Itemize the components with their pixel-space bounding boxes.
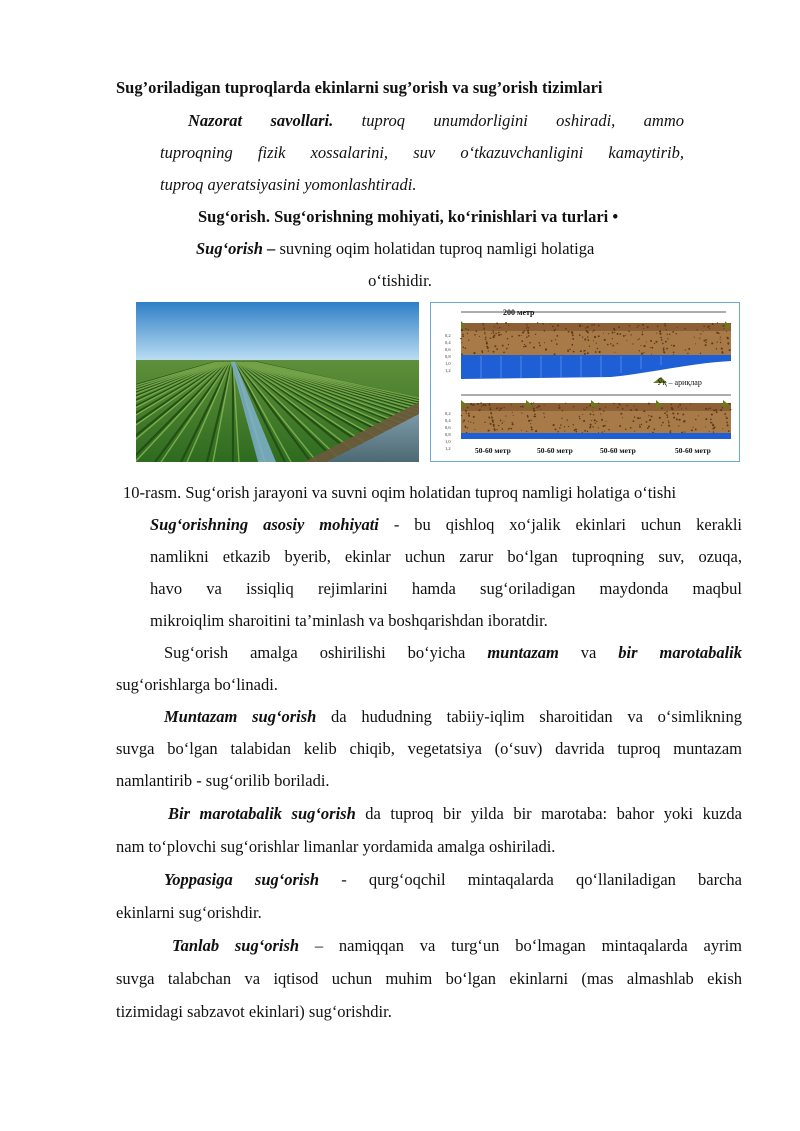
depth-tick-top-0: 0,2 <box>445 333 451 338</box>
irrigated-field-photo <box>136 302 419 462</box>
definition-line-1 <box>196 239 594 259</box>
muntazam-line-2: suvga bo‘lgan talabidan kelib chiqib, vegetatsiya (o‘suv) davrida tuproq muntazam <box>116 739 742 758</box>
mohiyat-line-1 <box>150 515 742 535</box>
figure-caption: 10-rasm. Sug‘orish jarayoni va suvni oqim holatidan tuproq namligi holatiga o‘tishi <box>123 483 677 502</box>
irrigation-diagram <box>430 302 740 462</box>
depth-tick-bottom-2: 0,6 <box>445 425 451 430</box>
yoppasiga-text-1: - qurg‘oqchil mintaqalarda qo‘llaniladigan barcha <box>319 870 743 889</box>
muntazam-line-3: namlantirib - sug‘orilib boriladi. <box>116 771 330 790</box>
section-heading: Sug‘orish. Sug‘orishning mohiyati, ko‘rinishlari va turlari • <box>198 207 619 226</box>
bir-line-2: nam to‘plovchi sug‘orishlar limanlar yordamida amalga oshiriladi. <box>116 837 556 856</box>
amalga-term-muntazam: muntazam <box>487 643 559 662</box>
nazorat-line-3: tuproq ayeratsiyasini yomonlashtiradi. <box>160 175 417 194</box>
definition-term: Sug‘orish – <box>196 239 276 258</box>
depth-tick-top-3: 0,8 <box>445 354 451 359</box>
mohiyat-line-3: havo va issiqliq rejimlarini hamda sug‘oriladigan maydonda maqbul <box>150 579 742 598</box>
amalga-text-b: va <box>558 643 619 662</box>
muntazam-term: Muntazam sug‘orish <box>164 707 317 726</box>
amalga-line-1 <box>164 643 742 663</box>
ariq-label: Ўқ – ариқлар <box>657 378 702 387</box>
definition-text-1: suvning oqim holatidan tuproq namligi holatiga <box>275 239 595 258</box>
tanlab-line-2: suvga talabchan va iqtisod uchun muhim bo‘lgan ekinlarni (mas almashlab ekish <box>116 969 742 988</box>
depth-tick-bottom-0: 0,2 <box>445 411 451 416</box>
bir-line-1 <box>168 804 742 824</box>
mohiyat-term: Sug‘orishning asosiy mohiyati <box>150 515 379 534</box>
bir-text-1: da tuproq bir yilda bir marotaba: bahor yoki kuzda <box>355 804 743 823</box>
nazorat-line-1 <box>188 111 684 131</box>
depth-tick-bottom-1: 0,4 <box>445 418 451 423</box>
segment-label-1: 50-60 метр <box>475 446 511 455</box>
depth-tick-top-4: 1,0 <box>445 361 451 366</box>
depth-tick-top-2: 0,6 <box>445 347 451 352</box>
amalga-term-bir: bir marotabalik <box>618 643 743 662</box>
segment-label-2: 50-60 метр <box>537 446 573 455</box>
tanlab-text-1: – namiqqan va turg‘un bo‘lmagan mintaqalarda ayrim <box>299 936 742 955</box>
tanlab-line-1 <box>172 936 742 956</box>
document-title: Sug’oriladigan tuproqlarda ekinlarni sug’orish va sug’orish tizimlari <box>116 78 603 97</box>
depth-tick-bottom-4: 1,0 <box>445 439 451 444</box>
bir-term: Bir marotabalik sug‘orish <box>168 804 356 823</box>
segment-label-4: 50-60 метр <box>675 446 711 455</box>
tanlab-line-3: tizimidagi sabzavot ekinlari) sug‘orishdir. <box>116 1002 392 1021</box>
depth-tick-bottom-3: 0,8 <box>445 432 451 437</box>
nazorat-line-2: tuproqning fizik xossalarini, suv o‘tkazuvchanligini kamaytirib, <box>160 143 684 162</box>
muntazam-line-1 <box>164 707 742 727</box>
nazorat-label: Nazorat savollari. <box>188 111 334 130</box>
amalga-text-a: Sug‘orish amalga oshirilishi bo‘yicha <box>164 643 488 662</box>
amalga-line-2: sug‘orishlarga bo‘linadi. <box>116 675 278 694</box>
mohiyat-text-1: - bu qishloq xo‘jalik ekinlari uchun kerakli <box>378 515 742 534</box>
definition-line-2: o‘tishidir. <box>368 271 432 290</box>
nazorat-text-1: tuproq unumdorligini oshiradi, ammo <box>361 111 684 130</box>
yoppasiga-line-2: ekinlarni sug‘orishdir. <box>116 903 262 922</box>
segment-label-3: 50-60 метр <box>600 446 636 455</box>
water-layer-bottom <box>461 433 731 439</box>
top-distance-label: 200 метр <box>503 308 535 317</box>
tanlab-term: Tanlab sug‘orish <box>172 936 300 955</box>
yoppasiga-line-1 <box>164 870 742 890</box>
depth-tick-top-5: 1,2 <box>445 368 451 373</box>
depth-tick-top-1: 0,4 <box>445 340 451 345</box>
muntazam-text-1: da hududning tabiiy-iqlim sharoitidan va o‘simlikning <box>316 707 742 726</box>
mohiyat-line-4: mikroiqlim sharoitini ta’minlash va boshqarishdan iboratdir. <box>150 611 548 630</box>
depth-tick-bottom-5: 1,2 <box>445 446 451 451</box>
yoppasiga-term: Yoppasiga sug‘orish <box>164 870 320 889</box>
water-wetting-zone-top <box>461 355 731 379</box>
mohiyat-line-2: namlikni etkazib byerib, ekinlar uchun zarur bo‘lgan tuproqning suv, ozuqa, <box>150 547 742 566</box>
